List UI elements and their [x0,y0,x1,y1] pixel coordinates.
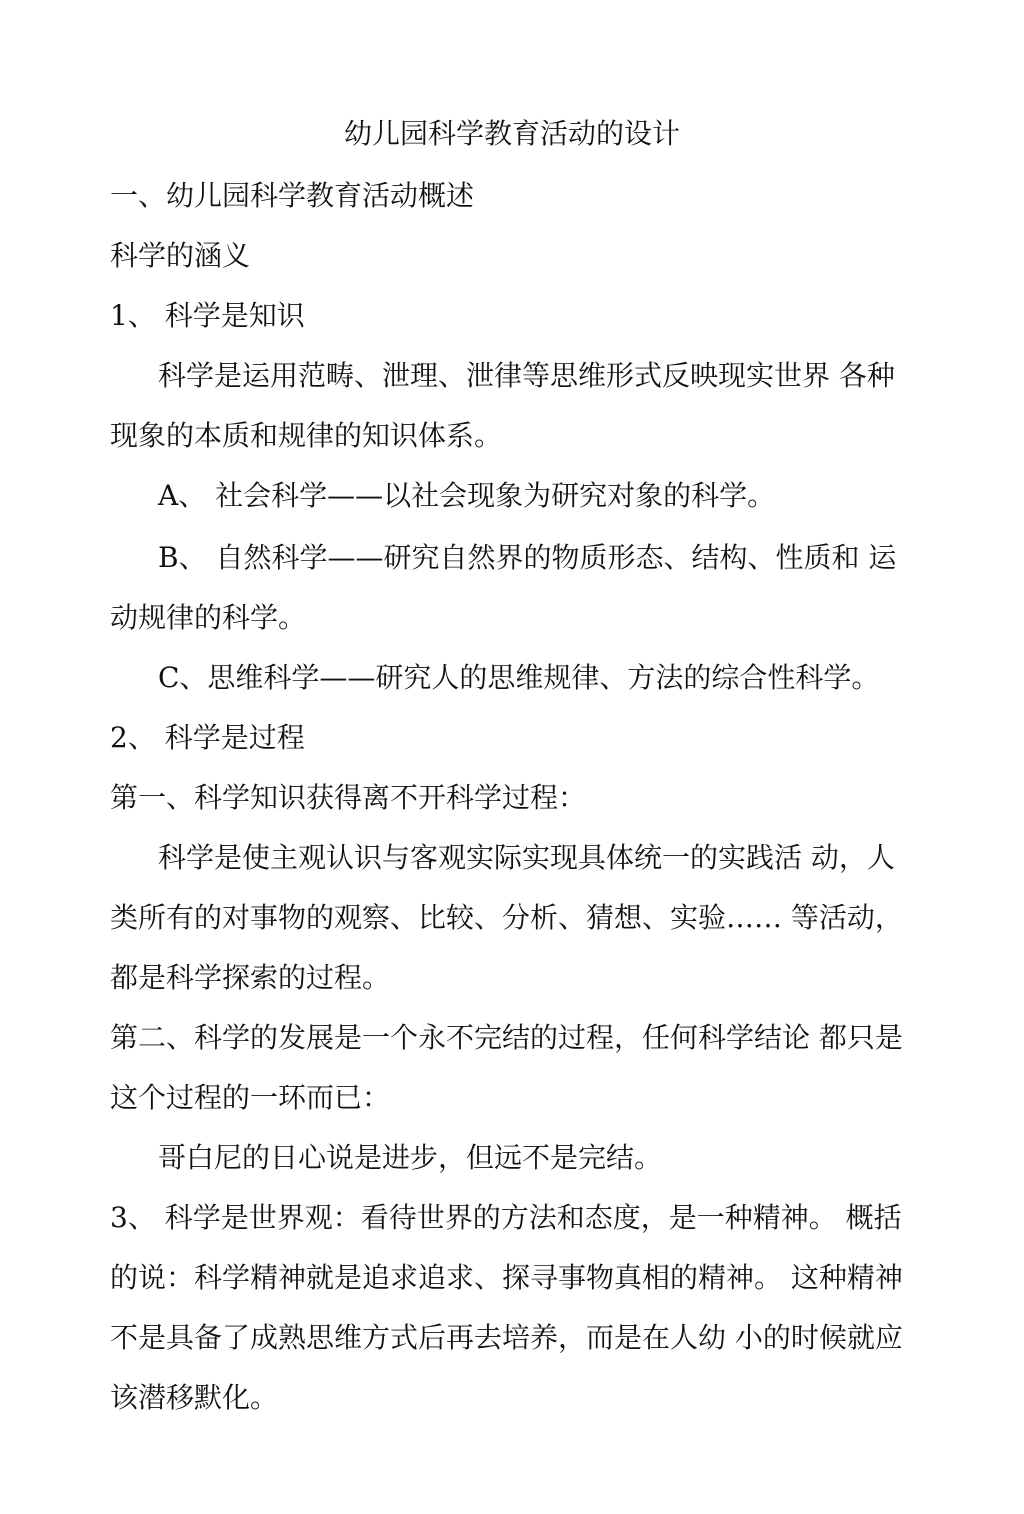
paragraph-line: 类所有的对事物的观察、比较、分析、猜想、实验…… 等活动， [110,901,903,934]
paragraph-line: 第一、科学知识获得离不开科学过程： [110,781,587,814]
paragraph-line: 不是具备了成熟思维方式后再去培养，而是在人幼 小的时候就应 [110,1321,903,1354]
paragraph-line: 动规律的科学。 [110,601,307,634]
paragraph-line: 第二、科学的发展是一个永不完结的过程，任何科学结论 都只是 [110,1021,903,1054]
section-heading: 一、幼儿园科学教育活动概述 [110,179,475,212]
paragraph-line: 现象的本质和规律的知识体系。 [110,419,503,452]
numbered-heading: 2、 科学是过程 [110,721,305,754]
paragraph-line: 哥白尼的日心说是进步，但远不是完结。 [158,1141,663,1174]
list-item: A、 社会科学——以社会现象为研究对象的科学。 [158,479,776,512]
numbered-heading: 1、 科学是知识 [110,299,305,332]
paragraph-line: 都是科学探索的过程。 [110,961,391,994]
subsection-heading: 科学的涵义 [110,239,251,272]
paragraph-line: 这个过程的一环而已： [110,1081,391,1114]
document-title: 幼儿园科学教育活动的设计 [343,117,680,150]
numbered-heading: 3、 科学是世界观：看待世界的方法和态度，是一种精神。 概括 [110,1201,902,1234]
paragraph-line: 该潜移默化。 [110,1381,279,1414]
list-item: B、 自然科学——研究自然界的物质形态、结构、性质和 运 [158,541,897,574]
paragraph-line: 科学是运用范畴、泄理、泄律等思维形式反映现实世界 各种 [158,359,895,392]
paragraph-line: 科学是使主观认识与客观实际实现具体统一的实践活 动，人 [158,841,895,874]
list-item: C、思维科学——研究人的思维规律、方法的综合性科学。 [158,661,880,694]
paragraph-line: 的说：科学精神就是追求追求、探寻事物真相的精神。 这种精神 [110,1261,903,1294]
